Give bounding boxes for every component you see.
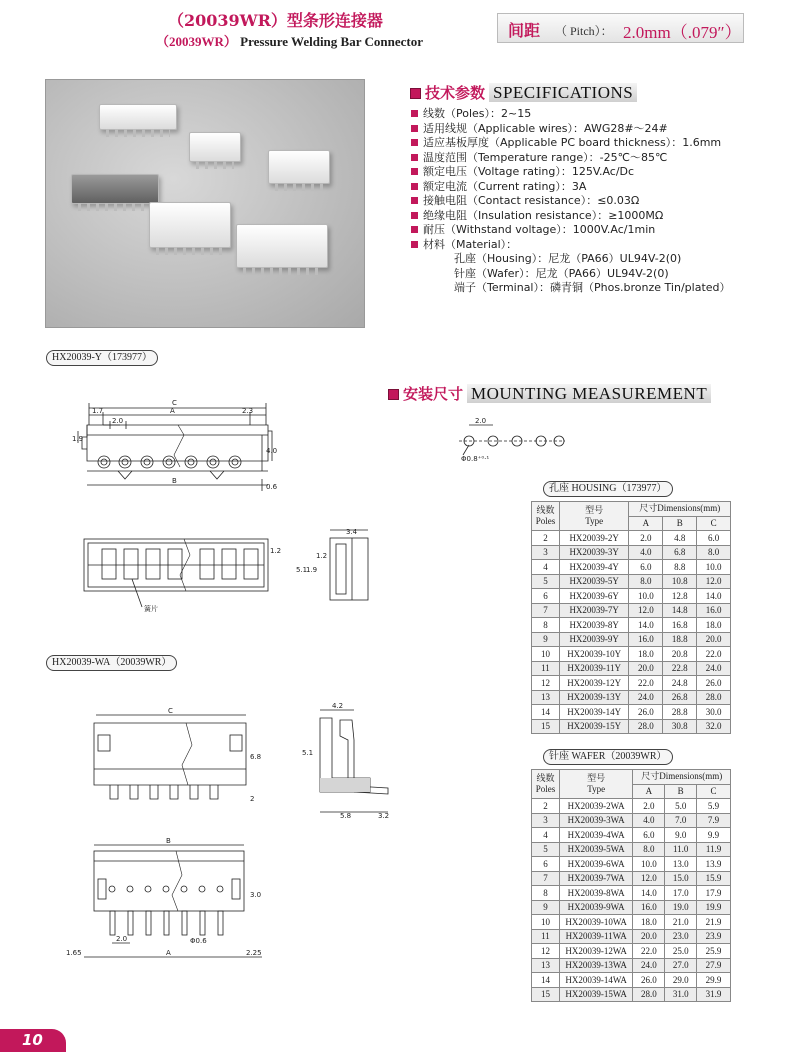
- pitch-label-cn: 间距: [508, 21, 541, 40]
- connector-image: [71, 174, 159, 204]
- model-tag-y: HX20039-Y（173977）: [46, 350, 158, 366]
- table-cell: HX20039-4Y: [559, 560, 629, 575]
- table-cell: 7: [532, 871, 560, 886]
- table-cell: 12.8: [663, 589, 697, 604]
- table-cell: HX20039-14Y: [559, 705, 629, 720]
- dim-label: 2.0: [112, 417, 124, 425]
- table-row: [532, 647, 731, 662]
- table-header: C: [697, 516, 731, 531]
- table-cell: HX20039-7Y: [559, 603, 629, 618]
- table-cell: 14: [532, 973, 560, 988]
- table-cell: 15: [532, 719, 560, 734]
- table-cell: 26.8: [663, 690, 697, 705]
- table-cell: 28.0: [629, 719, 663, 734]
- title-part-number: （20039WR）: [156, 34, 237, 49]
- dim-label: Φ0.8⁺⁰·¹: [461, 455, 490, 463]
- connector-image: [99, 104, 177, 130]
- table-cell: 28.8: [663, 705, 697, 720]
- table-row: [532, 929, 731, 944]
- table-cell: 5.9: [697, 799, 731, 814]
- pitch-value: 2.0mm（.079″）: [623, 23, 742, 42]
- dim-label: 1.2: [316, 552, 328, 560]
- table-cell: 20.8: [663, 647, 697, 662]
- table-cell: HX20039-3Y: [559, 545, 629, 560]
- wafer-pin-drawing: [66, 835, 270, 965]
- table-cell: 29.0: [665, 973, 697, 988]
- dim-label: 2: [250, 795, 255, 803]
- table-cell: HX20039-7WA: [559, 871, 633, 886]
- table-cell: HX20039-11WA: [559, 929, 633, 944]
- table-cell: 14.0: [629, 618, 663, 633]
- table-cell: 8: [532, 886, 560, 901]
- table-cell: HX20039-12Y: [559, 676, 629, 691]
- table-cell: HX20039-2WA: [559, 799, 633, 814]
- table-cell: 14.0: [697, 589, 731, 604]
- table-cell: 14.0: [633, 886, 665, 901]
- table-row: [532, 915, 731, 930]
- material-item: 端子（Terminal）：磷青铜（Phos.bronze Tin/plated）: [454, 281, 731, 294]
- table-header: 型号 Type: [559, 502, 629, 531]
- dim-label: 5.8: [340, 812, 352, 820]
- table-cell: 5: [532, 574, 560, 589]
- table-cell: 3: [532, 813, 560, 828]
- table-row: [532, 987, 731, 1002]
- table-row: [532, 632, 731, 647]
- housing-table-tag: 孔座 HOUSING（173977）: [543, 481, 673, 497]
- table-cell: 12: [532, 944, 560, 959]
- table-cell: HX20039-8WA: [559, 886, 633, 901]
- dim-label: 2.25: [246, 949, 262, 957]
- dim-label: 1.2: [270, 547, 282, 555]
- dim-label: Φ0.6: [190, 937, 207, 945]
- table-cell: HX20039-10Y: [559, 647, 629, 662]
- spec-item: 绝缘电阻（Insulation resistance）：≥1000MΩ: [411, 209, 731, 224]
- table-cell: 25.0: [665, 944, 697, 959]
- dim-label: 5.1: [296, 566, 308, 574]
- table-cell: HX20039-6WA: [559, 857, 633, 872]
- table-cell: HX20039-13WA: [559, 958, 633, 973]
- square-bullet-icon: [411, 168, 418, 175]
- housing-dimensions-table: [531, 501, 731, 734]
- table-cell: 4.8: [663, 531, 697, 546]
- dim-label: 1.7: [92, 407, 104, 415]
- square-bullet-icon: [388, 389, 399, 400]
- table-cell: 10.8: [663, 574, 697, 589]
- table-cell: 24.0: [629, 690, 663, 705]
- table-cell: 10.0: [629, 589, 663, 604]
- table-cell: 8.0: [633, 842, 665, 857]
- pitch-box: [497, 13, 744, 43]
- spec-item: 适用线规（Applicable wires）：AWG28#～24#: [411, 122, 731, 137]
- table-cell: 7.9: [697, 813, 731, 828]
- page-title-en: [156, 31, 423, 50]
- table-cell: 18.8: [663, 632, 697, 647]
- table-cell: 11: [532, 929, 560, 944]
- table-row: [532, 900, 731, 915]
- table-cell: 22.0: [697, 647, 731, 662]
- table-cell: HX20039-2Y: [559, 531, 629, 546]
- table-row: [532, 618, 731, 633]
- table-cell: 20.0: [633, 929, 665, 944]
- table-cell: HX20039-15Y: [559, 719, 629, 734]
- table-row: [532, 589, 731, 604]
- table-cell: 27.0: [665, 958, 697, 973]
- table-row: [532, 857, 731, 872]
- table-cell: 3: [532, 545, 560, 560]
- square-bullet-icon: [411, 183, 418, 190]
- spec-item: 材料（Material）：: [411, 238, 731, 253]
- table-cell: 13.9: [697, 857, 731, 872]
- table-cell: 20.0: [697, 632, 731, 647]
- table-cell: HX20039-11Y: [559, 661, 629, 676]
- dim-label: 2.0: [475, 417, 487, 425]
- table-cell: 12.0: [633, 871, 665, 886]
- table-cell: 28.0: [633, 987, 665, 1002]
- table-row: [532, 560, 731, 575]
- spec-item: 接触电阻（Contact resistance）：≤0.03Ω: [411, 194, 731, 209]
- table-cell: 26.0: [629, 705, 663, 720]
- table-cell: 14.8: [663, 603, 697, 618]
- square-bullet-icon: [411, 226, 418, 233]
- table-cell: 8.8: [663, 560, 697, 575]
- table-cell: 2.0: [633, 799, 665, 814]
- table-cell: 19.9: [697, 900, 731, 915]
- table-cell: 8.0: [629, 574, 663, 589]
- table-cell: 23.9: [697, 929, 731, 944]
- table-row: [532, 545, 731, 560]
- table-cell: 6.0: [629, 560, 663, 575]
- table-cell: HX20039-13Y: [559, 690, 629, 705]
- dim-label: 0.6: [266, 483, 278, 491]
- table-cell: 22.0: [629, 676, 663, 691]
- table-cell: 30.8: [663, 719, 697, 734]
- table-cell: 16.8: [663, 618, 697, 633]
- table-header: 线数 Poles: [532, 770, 560, 799]
- table-cell: 9.0: [665, 828, 697, 843]
- table-row: [532, 973, 731, 988]
- table-cell: 21.0: [665, 915, 697, 930]
- table-row: [532, 944, 731, 959]
- table-cell: 9: [532, 632, 560, 647]
- table-header: A: [633, 784, 665, 799]
- table-cell: 19.0: [665, 900, 697, 915]
- table-cell: 5.0: [665, 799, 697, 814]
- dim-label: 1.9: [72, 435, 84, 443]
- table-cell: 8: [532, 618, 560, 633]
- title-en-text: Pressure Welding Bar Connector: [240, 34, 423, 49]
- dim-label: 6.8: [250, 753, 262, 761]
- table-cell: 9.9: [697, 828, 731, 843]
- square-bullet-icon: [411, 197, 418, 204]
- table-cell: 13.0: [665, 857, 697, 872]
- table-row: [532, 603, 731, 618]
- table-cell: 16.0: [697, 603, 731, 618]
- housing-side-drawing: [296, 528, 380, 608]
- connector-image: [149, 202, 231, 248]
- table-row: [532, 676, 731, 691]
- table-cell: 18.0: [629, 647, 663, 662]
- table-cell: 14: [532, 705, 560, 720]
- table-cell: 16.0: [629, 632, 663, 647]
- table-cell: HX20039-4WA: [559, 828, 633, 843]
- table-cell: HX20039-8Y: [559, 618, 629, 633]
- table-cell: 7: [532, 603, 560, 618]
- table-cell: 22.8: [663, 661, 697, 676]
- connector-image: [268, 150, 330, 184]
- table-cell: 4.0: [629, 545, 663, 560]
- table-cell: 6: [532, 857, 560, 872]
- dim-label: 2.0: [116, 935, 128, 943]
- table-cell: 27.9: [697, 958, 731, 973]
- spec-item: 线数（Poles）：2~15: [411, 107, 731, 122]
- table-cell: 11.9: [697, 842, 731, 857]
- product-photo: [45, 79, 365, 328]
- table-cell: 16.0: [633, 900, 665, 915]
- dim-label: 4.2: [332, 702, 344, 710]
- table-row: [532, 705, 731, 720]
- table-cell: 23.0: [665, 929, 697, 944]
- table-cell: 18.0: [633, 915, 665, 930]
- wafer-table-tag: 针座 WAFER（20039WR）: [543, 749, 673, 765]
- table-cell: 25.9: [697, 944, 731, 959]
- table-header: 尺寸Dimensions(mm): [629, 502, 731, 517]
- square-bullet-icon: [411, 125, 418, 132]
- hatch-area: [320, 778, 370, 792]
- table-header: 尺寸Dimensions(mm): [633, 770, 731, 785]
- dim-label: 3.2: [378, 812, 390, 820]
- wafer-front-drawing: [88, 705, 268, 815]
- dim-label: 2.3: [242, 407, 254, 415]
- pcb-hole-pattern-drawing: [455, 415, 565, 465]
- spec-item: 额定电流（Current rating）：3A: [411, 180, 731, 195]
- table-cell: 30.0: [697, 705, 731, 720]
- table-row: [532, 719, 731, 734]
- connector-image: [189, 132, 241, 162]
- wafer-dimensions-table: [531, 769, 731, 1002]
- table-cell: 6.8: [663, 545, 697, 560]
- table-cell: 32.0: [697, 719, 731, 734]
- material-item: 孔座（Housing）：尼龙（PA66）UL94V-2(0): [454, 252, 682, 265]
- table-cell: 17.0: [665, 886, 697, 901]
- table-cell: 10: [532, 647, 560, 662]
- table-cell: HX20039-9WA: [559, 900, 633, 915]
- table-row: [532, 828, 731, 843]
- dim-label: 3.4: [346, 528, 358, 536]
- table-cell: 15.9: [697, 871, 731, 886]
- table-cell: HX20039-3WA: [559, 813, 633, 828]
- table-cell: 21.9: [697, 915, 731, 930]
- specifications-heading: 技术参数 SPECIFICATIONS: [410, 82, 637, 103]
- table-cell: HX20039-14WA: [559, 973, 633, 988]
- dim-label: 3.0: [250, 891, 262, 899]
- table-header: 线数 Poles: [532, 502, 560, 531]
- square-bullet-icon: [410, 88, 421, 99]
- table-header: C: [697, 784, 731, 799]
- material-item: 针座（Wafer）：尼龙（PA66）UL94V-2(0): [454, 266, 669, 280]
- table-cell: 29.9: [697, 973, 731, 988]
- dim-label: B: [166, 837, 171, 845]
- table-row: [532, 799, 731, 814]
- table-cell: 13: [532, 958, 560, 973]
- table-cell: HX20039-15WA: [559, 987, 633, 1002]
- page-number: 10: [0, 1029, 66, 1052]
- table-cell: 11.0: [665, 842, 697, 857]
- table-row: [532, 574, 731, 589]
- table-header: B: [665, 784, 697, 799]
- table-cell: 24.8: [663, 676, 697, 691]
- wafer-side-drawing: [300, 700, 395, 820]
- dim-label: 4.0: [266, 447, 278, 455]
- connector-image: [236, 224, 328, 268]
- table-cell: 24.0: [633, 958, 665, 973]
- table-cell: 7.0: [665, 813, 697, 828]
- table-row: [532, 661, 731, 676]
- dim-label: B: [172, 477, 177, 485]
- table-cell: 15.0: [665, 871, 697, 886]
- table-cell: 12: [532, 676, 560, 691]
- table-cell: 10.0: [697, 560, 731, 575]
- table-cell: 26.0: [633, 973, 665, 988]
- model-tag-wa: HX20039-WA（20039WR）: [46, 655, 177, 671]
- table-cell: HX20039-10WA: [559, 915, 633, 930]
- table-cell: 2.0: [629, 531, 663, 546]
- table-cell: HX20039-5WA: [559, 842, 633, 857]
- table-cell: 28.0: [697, 690, 731, 705]
- dim-label: 簧片: [144, 605, 158, 613]
- square-bullet-icon: [411, 139, 418, 146]
- table-row: [532, 958, 731, 973]
- table-row: [532, 842, 731, 857]
- table-cell: 17.9: [697, 886, 731, 901]
- table-row: [532, 813, 731, 828]
- table-cell: 18.0: [697, 618, 731, 633]
- table-cell: HX20039-6Y: [559, 589, 629, 604]
- page-title-cn: （20039WR）型条形连接器: [168, 11, 383, 30]
- table-cell: 8.0: [697, 545, 731, 560]
- table-cell: 11: [532, 661, 560, 676]
- table-cell: 20.0: [629, 661, 663, 676]
- table-cell: 24.0: [697, 661, 731, 676]
- dim-label: C: [172, 399, 177, 407]
- mounting-heading: 安装尺寸 MOUNTING MEASUREMENT: [388, 383, 711, 404]
- table-cell: 10: [532, 915, 560, 930]
- square-bullet-icon: [411, 154, 418, 161]
- dim-label: 1.65: [66, 949, 82, 957]
- table-cell: HX20039-12WA: [559, 944, 633, 959]
- table-cell: 22.0: [633, 944, 665, 959]
- pitch-label: （ Pitch）：: [555, 24, 613, 38]
- table-header: A: [629, 516, 663, 531]
- table-cell: 13: [532, 690, 560, 705]
- dim-label: 1.9: [306, 566, 318, 574]
- table-row: [532, 871, 731, 886]
- table-cell: 9: [532, 900, 560, 915]
- table-cell: 10.0: [633, 857, 665, 872]
- spec-item: 适应基板厚度（Applicable PC board thickness）：1.6mm: [411, 136, 731, 151]
- table-cell: 15: [532, 987, 560, 1002]
- table-cell: 6: [532, 589, 560, 604]
- table-row: [532, 886, 731, 901]
- table-cell: 5: [532, 842, 560, 857]
- table-cell: 31.0: [665, 987, 697, 1002]
- dim-label: C: [168, 707, 173, 715]
- table-cell: 31.9: [697, 987, 731, 1002]
- wafer-table-body: [532, 799, 731, 1002]
- housing-table-body: [532, 531, 731, 734]
- table-header: 型号 Type: [559, 770, 633, 799]
- dim-label: A: [170, 407, 175, 415]
- table-cell: 26.0: [697, 676, 731, 691]
- specifications-list: [411, 107, 731, 296]
- table-cell: 4.0: [633, 813, 665, 828]
- table-cell: 6.0: [633, 828, 665, 843]
- spec-item: 耐压（Withstand voltage）：1000V.Ac/1min: [411, 223, 731, 238]
- table-cell: 2: [532, 799, 560, 814]
- table-cell: 4: [532, 828, 560, 843]
- spec-item: 温度范围（Temperature range）：-25℃～85℃: [411, 151, 731, 166]
- table-cell: 6.0: [697, 531, 731, 546]
- square-bullet-icon: [411, 212, 418, 219]
- table-cell: 4: [532, 560, 560, 575]
- table-cell: HX20039-9Y: [559, 632, 629, 647]
- table-row: [532, 531, 731, 546]
- square-bullet-icon: [411, 241, 418, 248]
- table-cell: 12.0: [697, 574, 731, 589]
- spec-item: 额定电压（Voltage rating）：125V.Ac/Dc: [411, 165, 731, 180]
- housing-front-drawing: [70, 395, 285, 505]
- housing-bottom-drawing: [82, 535, 282, 615]
- table-cell: 2: [532, 531, 560, 546]
- square-bullet-icon: [411, 110, 418, 117]
- table-cell: 12.0: [629, 603, 663, 618]
- table-header: B: [663, 516, 697, 531]
- table-row: [532, 690, 731, 705]
- dim-label: A: [166, 949, 171, 957]
- table-cell: HX20039-5Y: [559, 574, 629, 589]
- dim-label: 5.1: [302, 749, 314, 757]
